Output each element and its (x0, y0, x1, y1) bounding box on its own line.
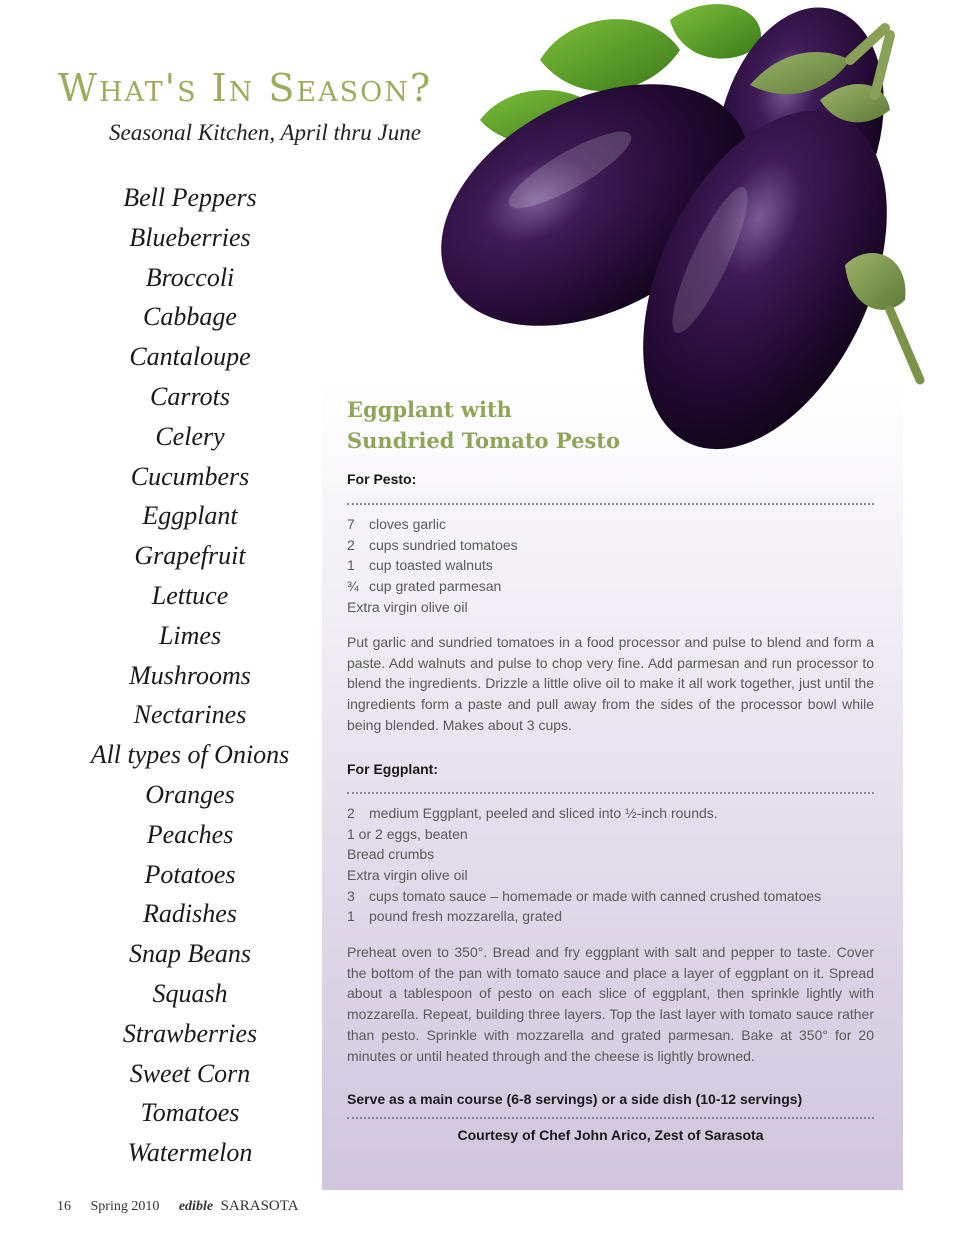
list-item: Strawberries (122, 1018, 258, 1048)
ingredient-item (347, 514, 518, 535)
list-item: Snap Beans (128, 939, 252, 969)
list-item: Nectarines (133, 700, 247, 730)
recipe-title-line: Eggplant with (347, 397, 512, 422)
ingredient-name: Extra virgin olive oil (347, 598, 468, 615)
ingredient-item (347, 803, 821, 824)
ingredient-name: 1 or 2 eggs, beaten (347, 825, 468, 842)
ingredient-item (347, 844, 821, 865)
ingredient-item (347, 886, 821, 907)
ingredient-name: cloves garlic (369, 516, 447, 532)
ingredient-name: cups tomato sauce – homemade or made with canned crushed tomatoes (369, 887, 822, 904)
ingredient-qty: ¾ (347, 578, 359, 595)
list-item: Cantaloupe (129, 342, 251, 372)
list-item: Carrots (150, 381, 230, 411)
page-number: 16 (57, 1199, 71, 1214)
serving-note: Serve as a main course (6-8 servings) or a side dish (10-12 servings) (347, 1091, 803, 1107)
ingredient-name: Extra virgin olive oil (347, 867, 468, 884)
ingredient-name: medium Eggplant, peeled and sliced into ½-inch rounds. (369, 805, 718, 821)
list-item: Blueberries (129, 222, 251, 252)
list-item: Cucumbers (130, 461, 250, 491)
pesto-heading: For Pesto: (347, 471, 417, 487)
eggplant-heading: For Eggplant: (347, 761, 438, 777)
magazine-name-city: SARASOTA (220, 1198, 299, 1214)
issue-label: Spring 2010 (90, 1199, 160, 1214)
ingredient-name: cups sundried tomatoes (369, 536, 518, 553)
ingredient-item (347, 555, 518, 576)
ingredient-qty: 7 (347, 516, 355, 532)
list-item: Tomatoes (140, 1098, 240, 1128)
ingredient-qty: 1 (347, 557, 355, 574)
list-item: Peaches (146, 819, 234, 849)
ingredient-qty: 3 (347, 887, 355, 904)
produce-list (60, 178, 320, 1173)
magazine-name-italic: edible (178, 1199, 214, 1214)
list-item: Radishes (143, 899, 237, 929)
pesto-directions: Put garlic and sundried tomatoes in a food processor and pulse to blend and form a paste. Add walnuts and pulse to chop very fine. Add parmesan and run processor to blend the ingredients. Drizzle a little olive oil to make it all work together, just until the ingredients form a paste and pull away from the sides of the processor bowl while being blended. Makes about 3 cups. (347, 634, 874, 733)
page-footer (57, 1198, 299, 1215)
list-item: Grapefruit (134, 541, 246, 571)
list-item: Lettuce (151, 580, 229, 610)
ingredient-qty: 2 (347, 805, 355, 821)
ingredient-item (347, 576, 518, 597)
list-item: Oranges (145, 779, 235, 809)
list-item: Bell Peppers (123, 183, 257, 212)
recipe-title (347, 394, 620, 456)
ingredient-name: cup toasted walnuts (369, 557, 493, 574)
list-item: Squash (152, 978, 228, 1008)
divider (347, 1117, 874, 1119)
recipe-panel (322, 380, 903, 1190)
ingredient-item (347, 597, 518, 618)
list-item: Broccoli (145, 262, 235, 292)
list-item: Cabbage (143, 302, 237, 332)
ingredient-qty: 2 (347, 536, 355, 553)
list-item: Mushrooms (129, 660, 251, 690)
pesto-ingredients (347, 514, 518, 617)
list-item: Limes (158, 620, 222, 650)
ingredient-item (347, 906, 821, 927)
list-item: Potatoes (144, 859, 236, 889)
courtesy-credit: Courtesy of Chef John Arico, Zest of Sarasota (457, 1127, 764, 1143)
list-item: Sweet Corn (129, 1058, 251, 1088)
recipe-title-line: Sundried Tomato Pesto (347, 428, 620, 453)
ingredient-name: pound fresh mozzarella, grated (369, 908, 562, 925)
eggplant-ingredients (347, 803, 821, 927)
list-item: All types of Onions (90, 740, 290, 770)
eggplant-directions: Preheat oven to 350°. Bread and fry eggplant with salt and pepper to taste. Cover the bottom of the pan with tomato sauce and place a layer of eggplant on it. Spread about a tablespoon of pesto on each slice of eggplant, then sprinkle lightly with mozzarella. Repeat, building three layers. Top the last layer with tomato sauce rather than pesto. Sprinkle with mozzarella and grated parmesan. Bake at 350° for 20 minutes or until heated through and the cheese is lightly browned. (347, 944, 874, 1064)
divider (347, 503, 874, 505)
ingredient-item (347, 865, 821, 886)
list-item: Eggplant (142, 501, 238, 531)
list-item: Watermelon (127, 1138, 253, 1168)
ingredient-item (347, 824, 821, 845)
ingredient-qty: 1 (347, 908, 355, 925)
ingredient-item (347, 535, 518, 556)
page-subtitle: Seasonal Kitchen, April thru June (109, 120, 421, 145)
ingredient-name: cup grated parmesan (369, 578, 502, 595)
list-item: Celery (155, 421, 225, 451)
ingredient-name: Bread crumbs (347, 846, 435, 863)
divider (347, 792, 874, 794)
page-title: What's In Season? (58, 66, 433, 110)
